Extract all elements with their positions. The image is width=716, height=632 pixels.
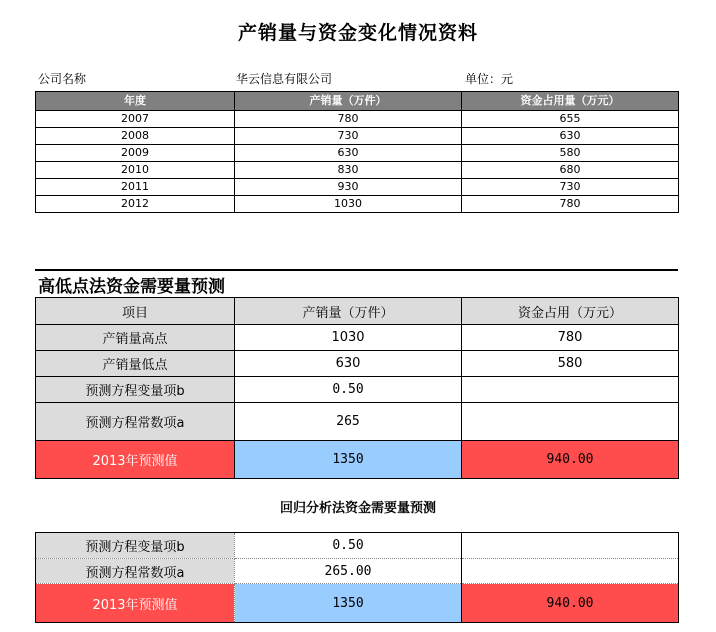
header-volume: 产销量（万件） (235, 298, 462, 325)
capital-cell[interactable]: 730 (462, 179, 679, 196)
company-name: 华云信息有限公司 (236, 72, 333, 86)
low-capital-cell[interactable]: 580 (462, 351, 679, 377)
page-title: 产销量与资金变化情况资料 (237, 22, 478, 44)
empty-cell[interactable] (462, 533, 679, 559)
volume-cell[interactable]: 730 (235, 128, 462, 145)
high-capital-cell[interactable]: 780 (462, 325, 679, 351)
company-label: 公司名称 (38, 72, 87, 86)
table-row (36, 403, 679, 441)
forecast-capital-cell[interactable]: 940.00 (462, 441, 679, 479)
high-low-table (35, 297, 679, 479)
table-row (36, 179, 679, 196)
year-cell[interactable]: 2012 (36, 196, 235, 213)
table-row (36, 128, 679, 145)
capital-cell[interactable]: 655 (462, 111, 679, 128)
volume-cell[interactable]: 830 (235, 162, 462, 179)
header-capital: 资金占用（万元） (462, 298, 679, 325)
high-point-label: 产销量高点 (36, 325, 235, 351)
header-volume: 产销量（万件） (235, 92, 462, 111)
header-year: 年度 (36, 92, 235, 111)
year-cell[interactable]: 2008 (36, 128, 235, 145)
table-row (36, 533, 679, 559)
forecast-label: 2013年预测值 (36, 441, 235, 479)
forecast-capital-cell[interactable]: 940.00 (462, 584, 679, 623)
year-cell[interactable]: 2010 (36, 162, 235, 179)
section-divider (35, 269, 678, 271)
volume-cell[interactable]: 780 (235, 111, 462, 128)
table-row (36, 441, 679, 479)
high-low-header-row (36, 298, 679, 325)
table-row (36, 584, 679, 623)
empty-cell[interactable] (462, 377, 679, 403)
table-row (36, 325, 679, 351)
variable-b-cell[interactable]: 0.50 (235, 533, 462, 559)
empty-cell[interactable] (462, 403, 679, 441)
low-volume-cell[interactable]: 630 (235, 351, 462, 377)
high-low-section-title: 高低点法资金需要量预测 (38, 277, 225, 297)
variable-b-cell[interactable]: 0.50 (235, 377, 462, 403)
history-table (35, 91, 679, 213)
table-row (36, 377, 679, 403)
capital-cell[interactable]: 630 (462, 128, 679, 145)
capital-cell[interactable]: 580 (462, 145, 679, 162)
capital-cell[interactable]: 780 (462, 196, 679, 213)
table-row (36, 111, 679, 128)
low-point-label: 产销量低点 (36, 351, 235, 377)
year-cell[interactable]: 2011 (36, 179, 235, 196)
table-row (36, 559, 679, 584)
header-capital: 资金占用量（万元） (462, 92, 679, 111)
year-cell[interactable]: 2007 (36, 111, 235, 128)
constant-a-label: 预测方程常数项a (36, 559, 235, 584)
variable-b-label: 预测方程变量项b (36, 377, 235, 403)
table-row (36, 145, 679, 162)
empty-cell[interactable] (462, 559, 679, 584)
volume-cell[interactable]: 1030 (235, 196, 462, 213)
forecast-volume-cell[interactable]: 1350 (235, 441, 462, 479)
regression-section-title: 回归分析法资金需要量预测 (279, 501, 436, 516)
year-cell[interactable]: 2009 (36, 145, 235, 162)
unit-label: 单位：元 (465, 72, 514, 86)
variable-b-label: 预测方程变量项b (36, 533, 235, 559)
header-item: 项目 (36, 298, 235, 325)
capital-cell[interactable]: 680 (462, 162, 679, 179)
volume-cell[interactable]: 630 (235, 145, 462, 162)
volume-cell[interactable]: 930 (235, 179, 462, 196)
high-volume-cell[interactable]: 1030 (235, 325, 462, 351)
history-header-row (36, 92, 679, 111)
forecast-volume-cell[interactable]: 1350 (235, 584, 462, 623)
constant-a-cell[interactable]: 265 (235, 403, 462, 441)
forecast-label: 2013年预测值 (36, 584, 235, 623)
constant-a-label: 预测方程常数项a (36, 403, 235, 441)
table-row (36, 196, 679, 213)
constant-a-cell[interactable]: 265.00 (235, 559, 462, 584)
table-row (36, 351, 679, 377)
regression-table (35, 532, 679, 623)
table-row (36, 162, 679, 179)
